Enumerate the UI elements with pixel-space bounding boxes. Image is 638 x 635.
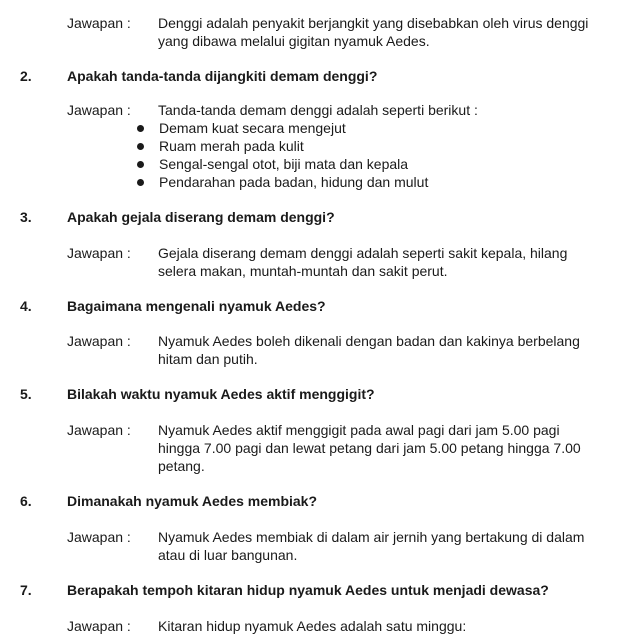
question-text: Bagaimana mengenali nyamuk Aedes? xyxy=(67,298,326,314)
answer-text: Tanda-tanda demam denggi adalah seperti berikut : xyxy=(158,102,478,118)
answer-label: Jawapan : xyxy=(67,618,131,634)
question-number: 3. xyxy=(20,209,32,225)
list-item: Sengal-sengal otot, biji mata dan kepala xyxy=(136,155,428,173)
symptom-list xyxy=(136,119,428,191)
list-item: Ruam merah pada kulit xyxy=(136,137,428,155)
answer-label: Jawapan : xyxy=(67,333,131,349)
answer-text: Nyamuk Aedes boleh dikenali dengan badan dan kakinya berbelang hitam dan putih. xyxy=(158,333,580,367)
question-number: 5. xyxy=(20,386,32,402)
question-text: Apakah tanda-tanda dijangkiti demam denggi? xyxy=(67,68,378,84)
question-text: Berapakah tempoh kitaran hidup nyamuk Aedes untuk menjadi dewasa? xyxy=(67,582,549,598)
question-number: 6. xyxy=(20,493,32,509)
question-number: 4. xyxy=(20,298,32,314)
question-number: 7. xyxy=(20,582,32,598)
answer-label: Jawapan : xyxy=(67,15,131,31)
question-text: Bilakah waktu nyamuk Aedes aktif menggigit? xyxy=(67,386,375,402)
answer-label: Jawapan : xyxy=(67,529,131,545)
answer-text: Nyamuk Aedes membiak di dalam air jernih yang bertakung di dalam atau di luar bangunan. xyxy=(158,529,585,563)
answer-text: Nyamuk Aedes aktif menggigit pada awal pagi dari jam 5.00 pagi hingga 7.00 pagi dan lewat petang dari jam 5.00 petang hingga 7.00 petang. xyxy=(158,422,581,474)
answer-label: Jawapan : xyxy=(67,245,131,261)
question-text: Apakah gejala diserang demam denggi? xyxy=(67,209,335,225)
answer-text: Kitaran hidup nyamuk Aedes adalah satu minggu: xyxy=(158,618,467,634)
answer-label: Jawapan : xyxy=(67,422,131,438)
question-number: 2. xyxy=(20,68,32,84)
list-item: Demam kuat secara mengejut xyxy=(136,119,428,137)
answer-text: Gejala diserang demam denggi adalah seperti sakit kepala, hilang selera makan, muntah-muntah dan sakit perut. xyxy=(158,245,568,279)
list-item: Pendarahan pada badan, hidung dan mulut xyxy=(136,173,428,191)
question-text: Dimanakah nyamuk Aedes membiak? xyxy=(67,493,318,509)
answer-text: Denggi adalah penyakit berjangkit yang disebabkan oleh virus denggi yang dibawa melalui gigitan nyamuk Aedes. xyxy=(158,15,589,49)
answer-label: Jawapan : xyxy=(67,102,131,118)
